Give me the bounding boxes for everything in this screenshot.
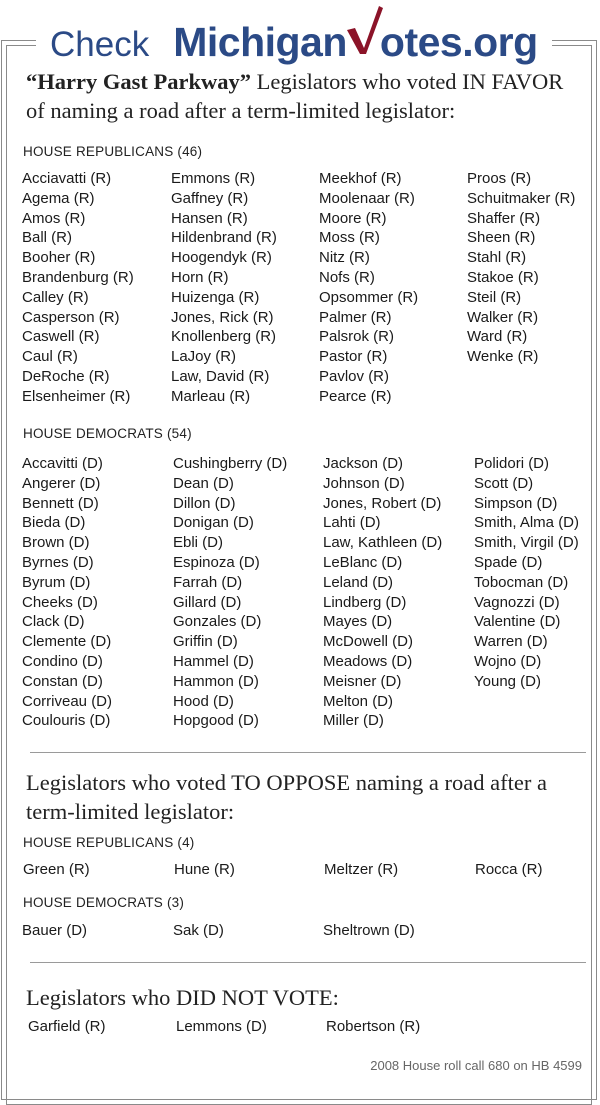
legislator-name: Smith, Virgil (D) (474, 534, 579, 552)
legislator-name: Pavlov (R) (319, 367, 390, 385)
legislator-name: Constan (D) (22, 672, 103, 690)
legislator-name: Shaffer (R) (467, 209, 541, 227)
legislator-name: Espinoza (D) (173, 553, 260, 571)
legislator-name: Hildenbrand (R) (171, 229, 277, 247)
legislator-name: LeBlanc (D) (323, 553, 403, 571)
divider (30, 962, 586, 963)
legislator-name: Sak (D) (173, 922, 224, 939)
legislator-name: Dean (D) (173, 474, 234, 492)
michiganvotes-logo (36, 6, 552, 65)
logo-check-word: Check (50, 25, 150, 64)
name-column (173, 454, 287, 731)
favor-heading-text: Legislators who voted IN FAVOR of naming a road after a term-limited legislator: (26, 69, 564, 123)
legislator-name: Ebli (D) (173, 534, 224, 552)
legislator-name: Hammon (D) (173, 672, 259, 690)
logo-brand-suffix: otes.org (379, 19, 538, 65)
legislator-name: Stakoe (R) (467, 268, 539, 286)
legislator-name: Smith, Alma (D) (474, 514, 580, 532)
oppose-republicans-label: HOUSE REPUBLICANS (4) (23, 835, 195, 850)
legislator-name: Acciavatti (R) (22, 170, 112, 187)
legislator-name: Ward (R) (467, 328, 528, 346)
legislator-name: Gonzales (D) (173, 613, 262, 631)
legislator-name: Agema (R) (22, 189, 95, 207)
legislator-name: Stahl (R) (467, 249, 527, 267)
legislator-name: Condino (D) (22, 652, 103, 670)
name-column (28, 1017, 106, 1037)
legislator-name: Angerer (D) (22, 474, 101, 492)
legislator-name: Walker (R) (467, 308, 539, 326)
oppose-heading: Legislators who voted TO OPPOSE naming a road after a term-limited legislator: (26, 770, 547, 824)
legislator-name: Sheltrown (D) (323, 922, 415, 939)
legislator-name: Hammel (D) (173, 652, 254, 670)
legislator-name: Huizenga (R) (171, 288, 260, 306)
name-column (475, 860, 543, 880)
legislator-name: Coulouris (D) (22, 712, 111, 730)
legislator-name: Brandenburg (R) (22, 268, 134, 286)
legislator-name: Gillard (D) (173, 593, 242, 611)
legislator-name: Corriveau (D) (22, 692, 113, 710)
legislator-name: Bauer (D) (22, 922, 88, 939)
legislator-name: Hopgood (D) (173, 712, 259, 730)
legislator-name: Pastor (R) (319, 348, 388, 366)
legislator-name: Casperson (R) (22, 308, 120, 326)
legislator-name: Meltzer (R) (324, 861, 399, 878)
legislator-name: Nitz (R) (319, 249, 370, 267)
legislator-name: Schuitmaker (R) (467, 189, 576, 207)
legislator-name: Griffin (D) (173, 633, 238, 651)
legislator-name: Brown (D) (22, 534, 90, 552)
legislator-name: Law, Kathleen (D) (323, 534, 443, 552)
legislator-name: Meisner (D) (323, 672, 402, 690)
legislator-name: Lemmons (D) (176, 1018, 267, 1035)
legislator-name: Simpson (D) (474, 494, 558, 512)
name-column (171, 169, 277, 407)
legislator-name: Moss (R) (319, 229, 380, 247)
favor-democrats-label: HOUSE DEMOCRATS (54) (23, 426, 192, 441)
did-not-vote-heading: Legislators who DID NOT VOTE: (26, 985, 339, 1010)
legislator-name: McDowell (D) (323, 633, 413, 651)
legislator-name: Horn (R) (171, 268, 229, 286)
legislator-name: Byrum (D) (22, 573, 91, 591)
legislator-name: Hood (D) (173, 692, 234, 710)
legislator-name: Bieda (D) (22, 514, 86, 532)
name-column (173, 921, 224, 941)
legislator-name: Pearce (R) (319, 387, 392, 405)
legislator-name: Hune (R) (174, 861, 235, 878)
legislator-name: Law, David (R) (171, 367, 270, 385)
legislator-name: Cheeks (D) (22, 593, 98, 611)
legislator-name: Tobocman (D) (474, 573, 569, 591)
legislator-name: Caul (R) (22, 348, 78, 366)
legislator-name: Moore (R) (319, 209, 387, 227)
legislator-name: Hansen (R) (171, 209, 248, 227)
legislator-name: Emmons (R) (171, 170, 256, 187)
legislator-name: Accavitti (D) (22, 455, 103, 472)
name-column (324, 860, 398, 880)
legislator-name: Byrnes (D) (22, 553, 94, 571)
legislator-name: Meekhof (R) (319, 170, 402, 187)
legislator-name: Dillon (D) (173, 494, 236, 512)
checkmark-icon (345, 6, 383, 56)
legislator-name: Spade (D) (474, 553, 543, 571)
legislator-name: Lindberg (D) (323, 593, 407, 611)
legislator-name: Jones, Rick (R) (171, 308, 274, 326)
legislator-name: Johnson (D) (323, 474, 405, 492)
legislator-name: Sheen (R) (467, 229, 536, 247)
legislator-name: Moolenaar (R) (319, 189, 415, 207)
name-column (23, 860, 90, 880)
legislator-name: LaJoy (R) (171, 348, 237, 366)
legislator-name: Wenke (R) (467, 348, 539, 366)
legislator-name: Amos (R) (22, 209, 86, 227)
legislator-name: Gaffney (R) (171, 189, 249, 207)
legislator-name: Palsrok (R) (319, 328, 395, 346)
favor-heading (26, 67, 586, 125)
legislator-name: Meadows (D) (323, 652, 413, 670)
legislator-name: Miller (D) (323, 712, 384, 730)
name-column (22, 169, 134, 407)
legislator-name: Green (R) (23, 861, 90, 878)
legislator-name: Nofs (R) (319, 268, 375, 286)
legislator-name: Opsommer (R) (319, 288, 419, 306)
oppose-democrats-label: HOUSE DEMOCRATS (3) (23, 895, 185, 910)
legislator-name: Valentine (D) (474, 613, 561, 631)
name-column (474, 454, 579, 692)
legislator-name: Marleau (R) (171, 387, 251, 405)
logo-brand-prefix: Michigan (173, 19, 347, 65)
name-column (326, 1017, 420, 1037)
legislator-name: Wojno (D) (474, 652, 542, 670)
favor-republicans-label: HOUSE REPUBLICANS (46) (23, 144, 203, 159)
legislator-name: Clack (D) (22, 613, 85, 631)
legislator-name: Elsenheimer (R) (22, 387, 131, 405)
legislator-name: Warren (D) (474, 633, 548, 651)
name-column (22, 921, 87, 941)
legislator-name: Knollenberg (R) (171, 328, 277, 346)
legislator-name: Calley (R) (22, 288, 89, 306)
legislator-name: Steil (R) (467, 288, 522, 306)
name-column (22, 454, 112, 731)
name-column (323, 921, 415, 941)
legislator-name: Mayes (D) (323, 613, 393, 631)
legislator-name: Rocca (R) (475, 861, 543, 878)
divider (30, 752, 586, 753)
legislator-name: Booher (R) (22, 249, 96, 267)
legislator-name: Robertson (R) (326, 1018, 421, 1035)
legislator-name: DeRoche (R) (22, 367, 110, 385)
legislator-name: Farrah (D) (173, 573, 243, 591)
legislator-name: Clemente (D) (22, 633, 112, 651)
legislator-name: Polidori (D) (474, 455, 550, 472)
legislator-name: Ball (R) (22, 229, 73, 247)
name-column (319, 169, 418, 407)
legislator-name: Caswell (R) (22, 328, 100, 346)
name-column (174, 860, 235, 880)
name-column (467, 169, 575, 367)
legislator-name: Jones, Robert (D) (323, 494, 442, 512)
legislator-name: Jackson (D) (323, 455, 404, 472)
legislator-name: Hoogendyk (R) (171, 249, 272, 267)
legislator-name: Scott (D) (474, 474, 534, 492)
legislator-name: Bennett (D) (22, 494, 99, 512)
legislator-name: Palmer (R) (319, 308, 392, 326)
legislator-name: Donigan (D) (173, 514, 254, 532)
legislator-name: Vagnozzi (D) (474, 593, 560, 611)
bill-name: “Harry Gast Parkway” (26, 69, 251, 94)
roll-call-footnote: 2008 House roll call 680 on HB 4599 (370, 1058, 582, 1073)
legislator-name: Young (D) (474, 672, 541, 690)
legislator-name: Proos (R) (467, 170, 532, 187)
legislator-name: Melton (D) (323, 692, 394, 710)
legislator-name: Garfield (R) (28, 1018, 106, 1035)
name-column (323, 454, 442, 731)
legislator-name: Cushingberry (D) (173, 455, 288, 472)
name-column (176, 1017, 267, 1037)
legislator-name: Lahti (D) (323, 514, 381, 532)
legislator-name: Leland (D) (323, 573, 394, 591)
